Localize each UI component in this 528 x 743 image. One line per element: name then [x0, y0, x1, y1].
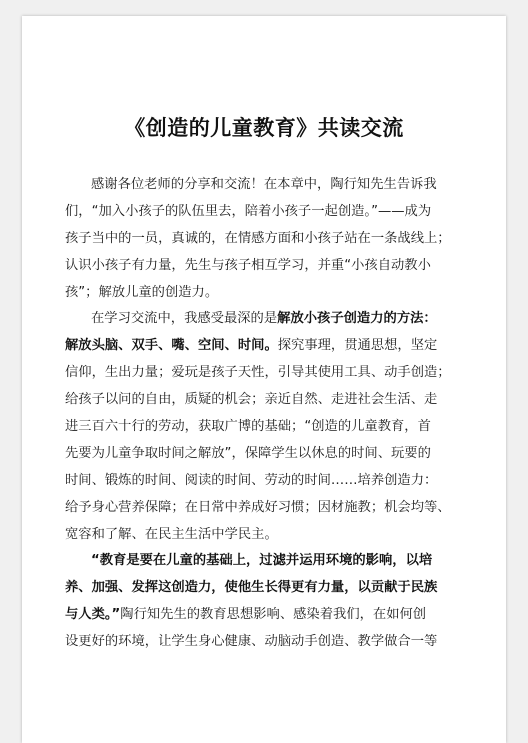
text-run: 给予身心营养保障；在日常中养成好习惯；因材施教；机会均等、: [65, 499, 451, 515]
document-page: [22, 16, 506, 743]
document-title: 《创造的儿童教育》共读交流: [124, 115, 404, 140]
text-line: [65, 548, 465, 575]
text-line: [65, 495, 465, 522]
text-run: 们，“加入小孩子的队伍里去，陪着小孩子一起创造。”——成为: [65, 203, 432, 219]
text-line: [65, 522, 465, 549]
document-body: [65, 172, 465, 656]
text-run: 设更好的环境，让学生身心健康、动脑动手创造、教学做合一等: [65, 634, 438, 650]
text-run: 感谢各位老师的分享和交流！在本章中，陶行知先生告诉我: [91, 177, 437, 192]
text-run: 孩”；解放儿童的创造力。: [65, 284, 219, 300]
text-run: 宽容和了解、在民主生活中学民主。: [65, 526, 278, 542]
text-line: [65, 468, 465, 495]
bold-text-run: 与人类。”: [65, 607, 121, 623]
text-run: 信仰，生出力量；爱玩是孩子天性，引导其使用工具、动手创造；: [65, 365, 451, 381]
text-run: 先要为儿童争取时间之解放”，保障学生以休息的时间、玩要的: [65, 445, 431, 461]
text-line: [65, 226, 465, 253]
text-run: 陶行知先生的教育思想影响、感染着我们，在如何创: [120, 607, 427, 623]
text-line: [65, 199, 465, 226]
bold-text-run: 解放小孩子创造力的方法：: [277, 311, 437, 327]
bold-text-run: 解放头脑、双手、嘴、空间、时间。: [65, 338, 278, 354]
text-line: [65, 387, 465, 414]
text-run: 认识小孩子有力量，先生与孩子相互学习，并重“小孩自动教小: [65, 257, 431, 273]
text-line: [65, 629, 465, 656]
bold-text-run: “教育是要在儿童的基础上，过滤并运用环境的影响，以培: [91, 553, 433, 569]
text-line: [65, 414, 465, 441]
text-line: [65, 172, 465, 199]
text-line: [65, 441, 465, 468]
bold-text-run: 养、加强、发挥这创造力，使他生长得更有力量，以贡献于民族: [65, 580, 438, 596]
text-run: 给孩子以问的自由，质疑的机会；亲近自然、走进社会生活、走: [65, 392, 438, 408]
text-run: 探究事理，贯通思想，坚定: [277, 338, 438, 354]
text-run: 在学习交流中，我感受最深的是: [91, 311, 278, 327]
text-run: 时间、锻炼的时间、阅读的时间、劳动的时间……培养创造力：: [65, 472, 438, 488]
text-line: [65, 360, 465, 387]
text-line: [65, 253, 465, 280]
text-line: [65, 575, 465, 602]
text-line: [65, 306, 465, 333]
text-line: [65, 602, 465, 629]
text-line: [65, 280, 465, 307]
text-run: 进三百六十行的劳动，获取广博的基础；“创造的儿童教育，首: [65, 419, 431, 435]
text-line: [65, 333, 465, 360]
text-run: 孩子当中的一员，真诚的，在情感方面和小孩子站在一条战线上；: [65, 230, 451, 246]
